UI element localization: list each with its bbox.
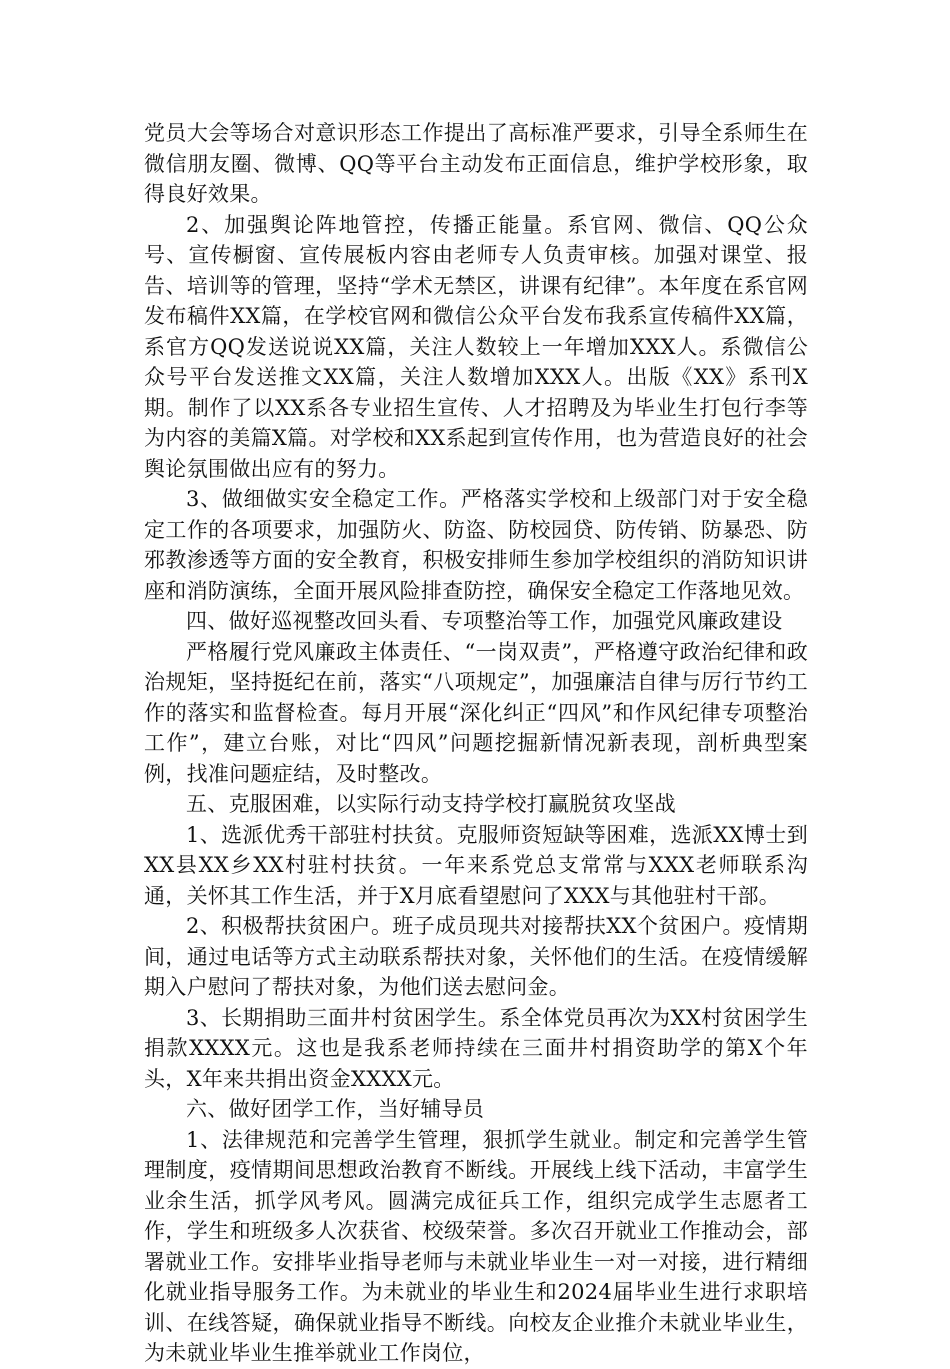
section-heading: 六、做好团学工作，当好辅导员: [186, 1097, 485, 1121]
body-paragraph: 3、长期捐助三面井村贫困学生。系全体党员再次为XX村贫困学生捐款XXXX元。这也是我系老师持续在三面井村捐资助学的第X个年头，X年来共捐出资金XXXX元。: [144, 1005, 808, 1091]
section-heading: 五、克服困难，以实际行动支持学校打赢脱贫攻坚战: [186, 792, 676, 816]
body-paragraph: 严格履行党风廉政主体责任、“一岗双责”，严格遵守政治纪律和政治规矩，坚持挺纪在前，落实“八项规定”，加强廉洁自律与厉行节约工作的落实和监督检查。每月开展“深化纠正“四风”和作风纪律专项整治工作”，建立台账，对比“四风”问题挖掘新情况新表现，剖析典型案例，找准问题症结，及时整改。: [144, 639, 808, 786]
body-paragraph: 3、做细做实安全稳定工作。严格落实学校和上级部门对于安全稳定工作的各项要求，加强防火、防盗、防校园贷、防传销、防暴恐、防邪教渗透等方面的安全教育，积极安排师生参加学校组织的消防知识讲座和消防演练，全面开展风险排查防控，确保安全稳定工作落地见效。: [144, 487, 808, 603]
body-paragraph: 2、积极帮扶贫困户。班子成员现共对接帮扶XX个贫困户。疫情期间，通过电话等方式主动联系帮扶对象，关怀他们的生活。在疫情缓解期入户慰问了帮扶对象，为他们送去慰问金。: [144, 914, 808, 999]
body-paragraph: 1、选派优秀干部驻村扶贫。克服师资短缺等困难，选派XX博士到XX县XX乡XX村驻村扶贫。一年来系党总支常常与XXX老师联系沟通，关怀其工作生活，并于X月底看望慰问了XXX与其他驻村干部。: [144, 822, 808, 908]
body-paragraph: 党员大会等场合对意识形态工作提出了高标准严要求，引导全系师生在微信朋友圈、微博、QQ等平台主动发布正面信息，维护学校形象，取得良好效果。: [144, 121, 808, 206]
body-paragraph: 2、加强舆论阵地管控，传播正能量。系官网、微信、QQ公众号、宣传橱窗、宣传展板内容由老师专人负责审核。加强对课堂、报告、培训等的管理，坚持“学术无禁区，讲课有纪律”。本年度在系官网发布稿件XX篇，在学校官网和微信公众平台发布我系宣传稿件XX篇，系官方QQ发送说说XX篇，关注人数较上一年增加XXX人。系微信公众号平台发送推文XX篇，关注人数增加XXX人。出版《XX》系刊X期。制作了以XX系各专业招生宣传、人才招聘及为毕业生打包行李等为内容的美篇X篇。对学校和XX系起到宣传作用，也为营造良好的社会舆论氛围做出应有的努力。: [144, 212, 808, 481]
body-paragraph: 1、法律规范和完善学生管理，狠抓学生就业。制定和完善学生管理制度，疫情期间思想政治教育不断线。开展线上线下活动，丰富学生业余生活，抓学风考风。圆满完成征兵工作，组织完成学生志愿者工作，学生和班级多人次获省、校级荣誉。多次召开就业工作推动会，部署就业工作。安排毕业指导老师与未就业毕业生一对一对接，进行精细化就业指导服务工作。为未就业的毕业生和2024届毕业生进行求职培训、在线答疑，确保就业指导不断线。向校友企业推介未就业毕业生，为未就业毕业生推举就业工作岗位，: [144, 1127, 808, 1365]
section-heading: 四、做好巡视整改回头看、专项整治等工作，加强党风廉政建设: [186, 609, 783, 633]
document-page: [144, 118, 808, 1369]
